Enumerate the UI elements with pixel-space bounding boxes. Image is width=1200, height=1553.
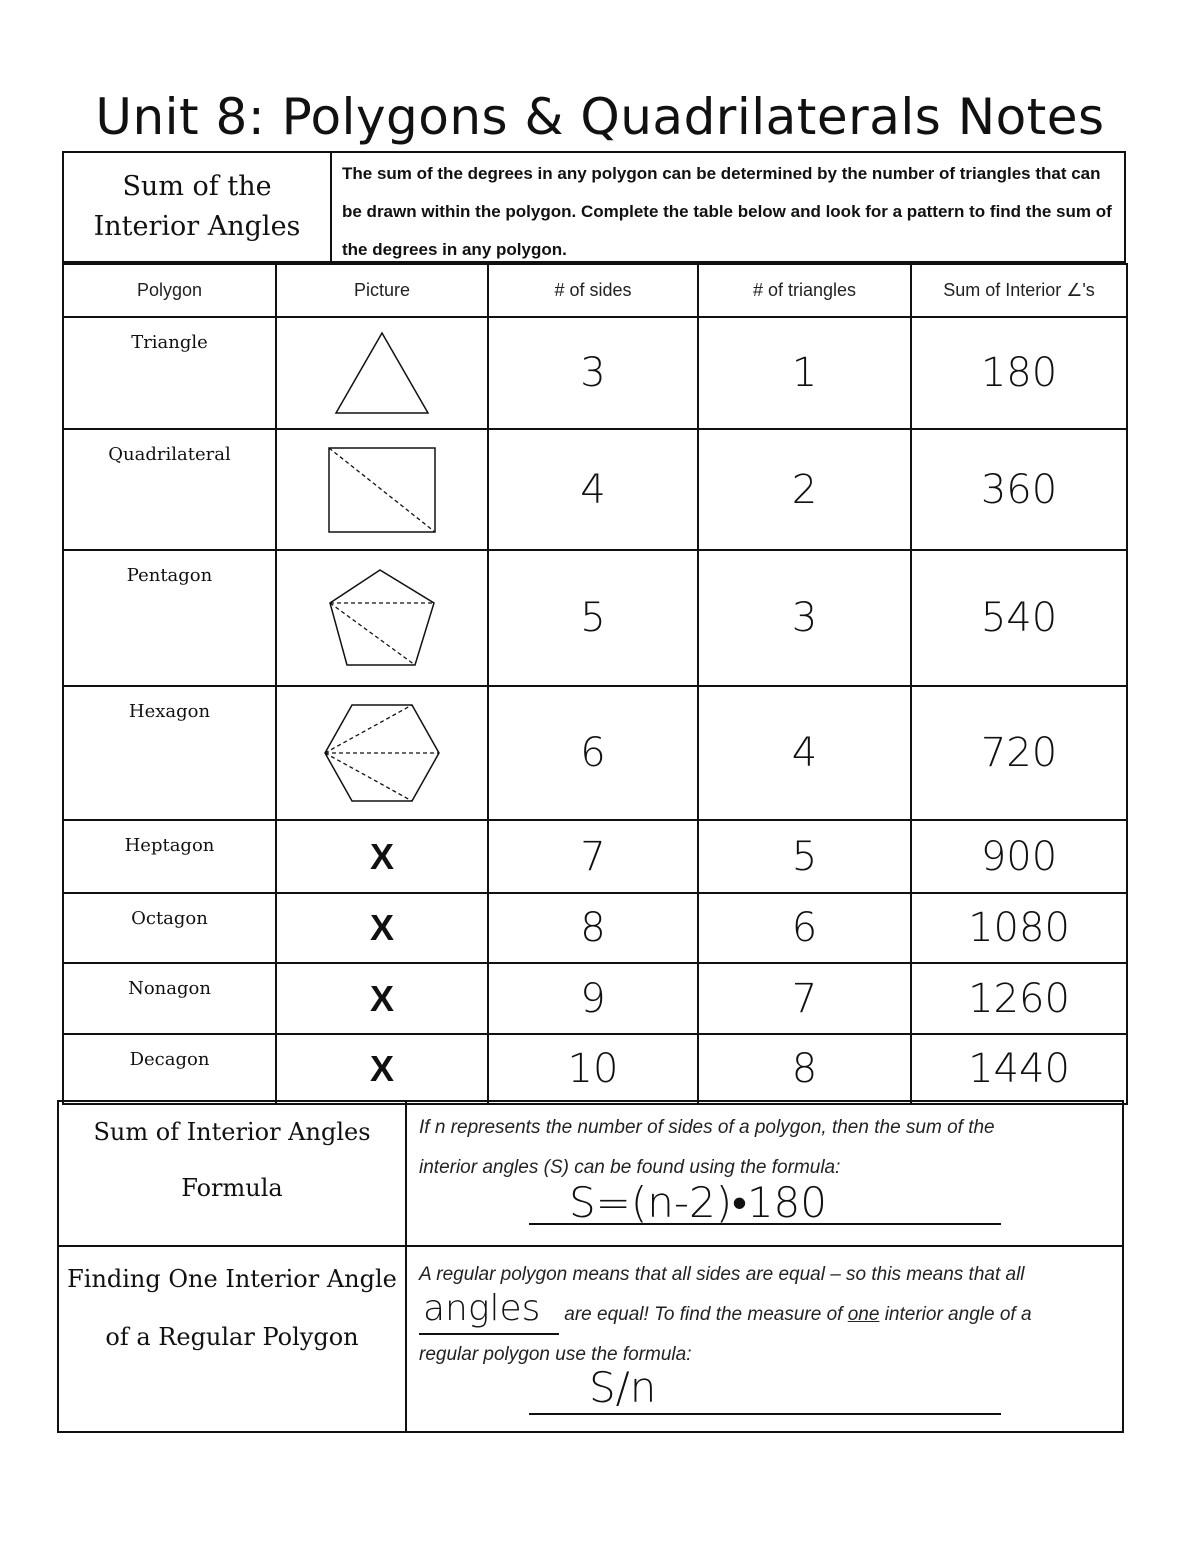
sides-value: 7 [488, 820, 698, 893]
sum-formula-label-line1: Sum of Interior Angles [93, 1118, 371, 1146]
regular-polygon-text [419, 1255, 1112, 1375]
sum-value: 900 [911, 820, 1127, 893]
picture-cell [276, 550, 488, 686]
table-row [63, 429, 1127, 550]
sum-value: 720 [911, 686, 1127, 820]
polygon-name: Pentagon [63, 550, 276, 686]
polygon-name: Decagon [63, 1034, 276, 1104]
triangles-value: 3 [698, 550, 911, 686]
regular-polygon-text-line2-b: interior angle of a [884, 1304, 1032, 1325]
sum-value: 360 [911, 429, 1127, 550]
polygon-name: Heptagon [63, 820, 276, 893]
sum-value: 1440 [911, 1034, 1127, 1104]
polygon-table [62, 263, 1128, 1105]
polygon-name: Hexagon [63, 686, 276, 820]
column-header-picture: Picture [276, 264, 488, 317]
interior-angles-header-box [62, 151, 1126, 263]
pentagon-figure [327, 567, 437, 669]
table-row [63, 1034, 1127, 1104]
picture-cell [276, 686, 488, 820]
column-header-sides: # of sides [488, 264, 698, 317]
picture-cell [276, 317, 488, 429]
regular-polygon-text-line2-a: are equal! To find the measure of [564, 1304, 843, 1325]
sum-formula-text-line1: If n represents the number of sides of a polygon, then the sum of the [419, 1117, 995, 1138]
quadrilateral-figure [326, 445, 438, 535]
regular-polygon-text-one: one [847, 1304, 880, 1325]
regular-polygon-text-line1: A regular polygon means that all sides are equal – so this means that all [419, 1264, 1025, 1285]
table-row [63, 963, 1127, 1034]
triangles-value: 4 [698, 686, 911, 820]
angles-blank [419, 1288, 559, 1335]
triangles-value: 5 [698, 820, 911, 893]
angles-blank-answer: angles [423, 1288, 541, 1329]
picture-cell [276, 429, 488, 550]
sum-formula-text [419, 1108, 1112, 1188]
sum-formula-label [59, 1102, 407, 1245]
sides-value: 3 [488, 317, 698, 429]
table-row [63, 550, 1127, 686]
sides-value: 5 [488, 550, 698, 686]
picture-x-mark: X [276, 820, 488, 893]
sides-value: 8 [488, 893, 698, 963]
header-instructions: The sum of the degrees in any polygon can be determined by the number of triangles that can be drawn within the polygon. Complete the table below and look for a pattern to find the sum of the degrees in any polygon. [342, 164, 1112, 259]
sum-formula-text-line2: interior angles (S) can be found using the formula: [419, 1157, 841, 1178]
triangle-figure [332, 329, 432, 417]
column-header-triangles: # of triangles [698, 264, 911, 317]
picture-x-mark: X [276, 963, 488, 1034]
hexagon-figure [322, 702, 442, 804]
sides-value: 4 [488, 429, 698, 550]
header-label [64, 153, 332, 261]
regular-polygon-label-line1: Finding One Interior Angle [67, 1265, 397, 1293]
sum-value: 1080 [911, 893, 1127, 963]
regular-polygon-label-line2: of a Regular Polygon [105, 1323, 359, 1351]
triangles-value: 8 [698, 1034, 911, 1104]
polygon-name: Nonagon [63, 963, 276, 1034]
header-label-line1: Sum of the [122, 171, 272, 202]
sides-value: 10 [488, 1034, 698, 1104]
table-header-row [63, 264, 1127, 317]
regular-polygon-answer: S/n [589, 1363, 657, 1412]
polygon-name: Quadrilateral [63, 429, 276, 550]
polygon-name: Octagon [63, 893, 276, 963]
picture-x-mark: X [276, 893, 488, 963]
sides-value: 6 [488, 686, 698, 820]
regular-polygon-label [59, 1247, 407, 1431]
column-header-sum: Sum of Interior ∠'s [911, 264, 1127, 317]
triangles-value: 1 [698, 317, 911, 429]
sum-formula-box [57, 1100, 1124, 1247]
triangles-value: 7 [698, 963, 911, 1034]
regular-polygon-answer-line [529, 1413, 1001, 1415]
picture-x-mark: X [276, 1034, 488, 1104]
polygon-name: Triangle [63, 317, 276, 429]
sum-formula-answer: S=(n-2)•180 [569, 1178, 827, 1227]
regular-polygon-text-line2 [419, 1288, 1112, 1335]
table-row [63, 893, 1127, 963]
header-label-line2: Interior Angles [93, 211, 301, 242]
regular-polygon-text-line3: regular polygon use the formula: [419, 1344, 692, 1365]
page-title: Unit 8: Polygons & Quadrilaterals Notes [95, 88, 1105, 146]
sum-formula-label-line2: Formula [181, 1174, 283, 1202]
triangles-value: 6 [698, 893, 911, 963]
triangles-value: 2 [698, 429, 911, 550]
table-row [63, 317, 1127, 429]
regular-polygon-box [57, 1245, 1124, 1433]
sum-value: 1260 [911, 963, 1127, 1034]
column-header-polygon: Polygon [63, 264, 276, 317]
table-row [63, 686, 1127, 820]
sides-value: 9 [488, 963, 698, 1034]
sum-value: 540 [911, 550, 1127, 686]
sum-value: 180 [911, 317, 1127, 429]
table-row [63, 820, 1127, 893]
